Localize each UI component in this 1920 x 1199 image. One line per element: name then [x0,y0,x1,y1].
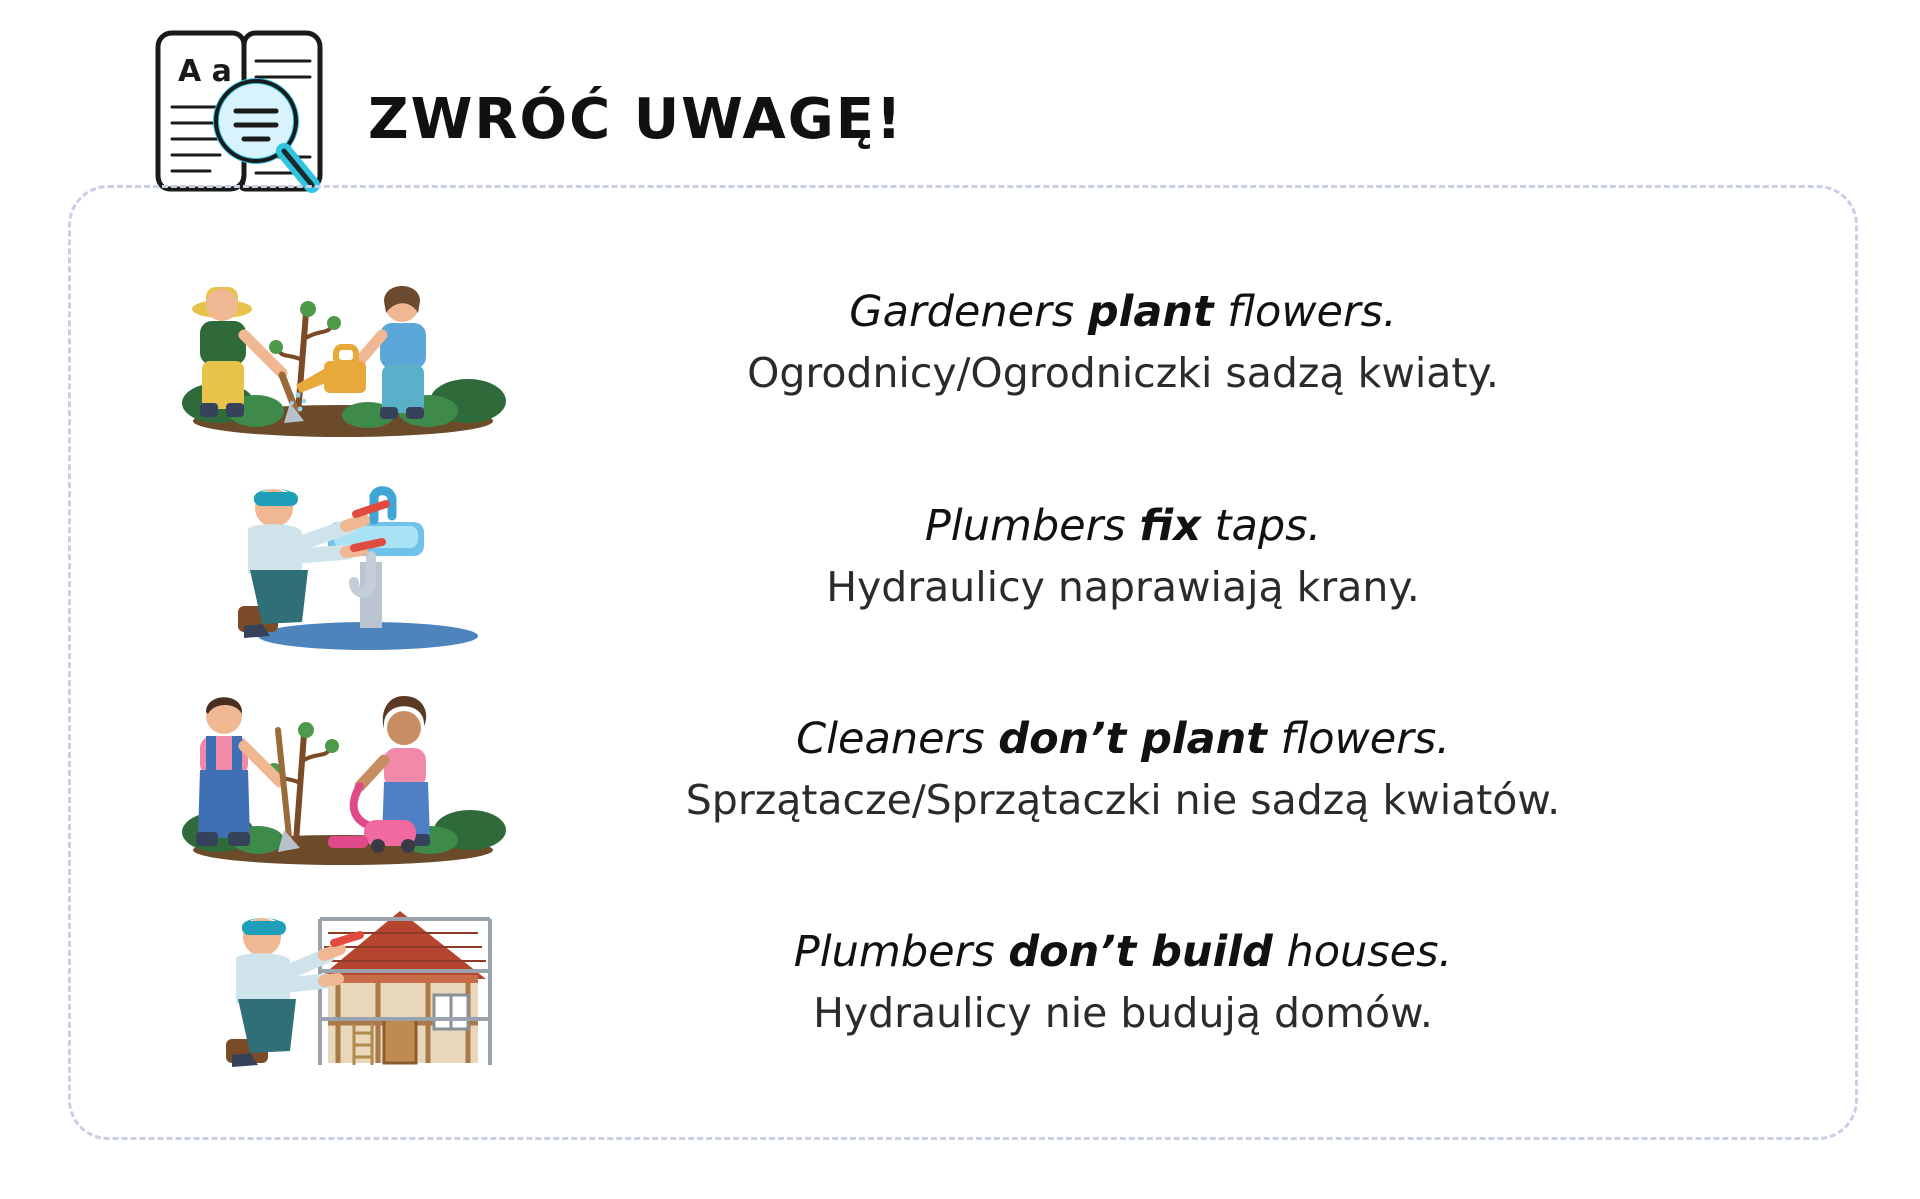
english-suffix: houses. [1272,927,1453,978]
english-sentence [508,497,1738,555]
english-keyword: don’t plant [998,713,1267,764]
book-magnifier-icon [140,25,340,205]
plumber-house-building-illustration [178,883,508,1083]
plumber-fixing-sink-illustration [178,456,508,656]
english-sentence [508,283,1738,341]
list-item [68,243,1858,443]
english-sentence [508,710,1738,768]
english-suffix: taps. [1200,500,1322,551]
sentence-pair [508,710,1858,829]
english-keyword: plant [1087,287,1214,338]
english-suffix: flowers. [1213,287,1397,338]
polish-sentence: Hydraulicy nie budują domów. [813,989,1433,1038]
examples-list [68,225,1858,1105]
sentence-pair [508,923,1858,1042]
page-title: ZWRÓĆ UWAGĘ! [368,86,904,152]
polish-sentence: Hydraulicy naprawiają krany. [826,562,1420,611]
gardeners-planting-illustration [178,243,508,443]
english-sentence [508,923,1738,981]
english-suffix: flowers. [1266,713,1450,764]
cleaners-vacuuming-illustration [178,670,508,870]
english-keyword: fix [1139,500,1201,551]
english-keyword: don’t build [1008,927,1273,978]
list-item [68,670,1858,870]
sentence-pair [508,283,1858,402]
english-prefix: Plumbers [924,500,1140,551]
english-prefix: Plumbers [793,927,1009,978]
svg-text:A a: A a [178,54,232,89]
list-item [68,883,1858,1083]
sentence-pair [508,497,1858,616]
list-item [68,456,1858,656]
english-prefix: Cleaners [796,713,999,764]
page-header [140,30,904,200]
polish-sentence: Sprzątacze/Sprzątaczki nie sadzą kwiatów. [685,775,1561,824]
english-prefix: Gardeners [849,287,1088,338]
polish-sentence: Ogrodnicy/Ogrodniczki sadzą kwiaty. [747,349,1499,398]
